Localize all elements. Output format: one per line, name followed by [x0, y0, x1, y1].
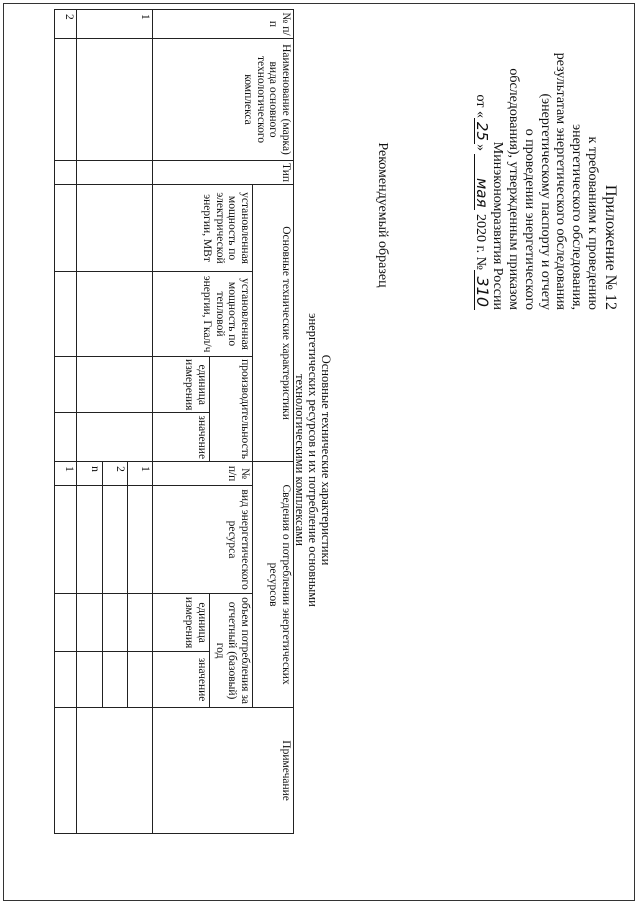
heading-line: Основные технические характеристики — [319, 354, 333, 566]
sample-label: Рекомендуемый образец — [375, 142, 390, 288]
cell-empty — [103, 652, 128, 708]
cell-empty — [77, 161, 153, 185]
heading-line: технологическими комплексами — [293, 374, 307, 546]
sub-row-num: 2 — [103, 462, 128, 486]
cell-empty — [77, 185, 153, 272]
cell-empty — [55, 413, 77, 462]
row-num: 2 — [55, 10, 77, 39]
appendix-line: о проведении энергетического — [521, 128, 537, 310]
cell-empty — [77, 272, 153, 357]
cell-empty — [103, 486, 128, 594]
table-heading — [293, 260, 332, 660]
header-num: № п/п — [153, 10, 294, 39]
header-cons-value: значение — [153, 652, 210, 708]
cell-empty — [128, 486, 153, 594]
appendix-line: (энергетическому паспорту и отчету — [537, 93, 553, 310]
order-separator: » — [473, 143, 489, 151]
header-tech-group: Основные технические характеристики — [253, 185, 294, 462]
heading-line: энергетических ресурсов и их потребление основными — [306, 313, 320, 607]
cell-empty — [55, 594, 77, 652]
order-prefix: от « — [473, 94, 489, 118]
header-note: Примечание — [153, 708, 294, 834]
appendix-line: результатам энергетического обследования — [553, 52, 569, 310]
header-heat-power: установленная мощность по тепловой энергии, Гкал/ч — [153, 272, 253, 357]
cell-empty — [77, 357, 153, 413]
cell-empty — [55, 185, 77, 272]
cell-empty — [128, 594, 153, 652]
cell-empty — [55, 486, 77, 594]
cell-empty — [55, 708, 77, 834]
cell-empty — [77, 708, 153, 834]
appendix-line: энергетического обследования, — [569, 124, 585, 310]
header-energy-num: № п/п — [153, 462, 253, 486]
appendix-line: к требованиям к проведению — [585, 136, 600, 310]
header-elec-power: установленная мощность по электрической энергии, МВт — [153, 185, 253, 272]
header-energy-kind: вид энергетического ресурса — [153, 486, 253, 594]
order-line — [473, 10, 493, 310]
appendix-line: Минэкономразвития России — [490, 141, 506, 310]
header-consumption: объем потребления за отчетный (базовый) год — [210, 594, 253, 708]
sub-row-num: 1 — [55, 462, 77, 486]
cell-empty — [77, 594, 103, 652]
cell-empty — [103, 594, 128, 652]
cell-empty — [77, 413, 153, 462]
appendix-title: Приложение № 12 — [602, 184, 619, 310]
order-year: 2020 г. № — [473, 213, 489, 270]
order-month-handwritten: мая — [474, 154, 489, 210]
header-type: Тип — [153, 161, 294, 185]
order-day-handwritten: 25 — [474, 118, 489, 144]
header-productivity: производительность — [210, 357, 253, 462]
order-number-handwritten: 310 — [474, 270, 489, 310]
cell-empty — [55, 161, 77, 185]
header-prod-value: значение — [153, 413, 210, 462]
sub-row-num: n — [77, 462, 103, 486]
cell-empty — [77, 486, 103, 594]
cell-empty — [55, 39, 77, 161]
table-row — [128, 10, 153, 834]
sub-row-num: 1 — [128, 462, 153, 486]
cell-empty — [77, 652, 103, 708]
row-num: 1 — [77, 10, 153, 39]
cell-empty — [55, 652, 77, 708]
cell-empty — [55, 272, 77, 357]
table-row — [55, 10, 77, 834]
cell-empty — [77, 39, 153, 161]
header-cons-unit: единица измерения — [153, 594, 210, 652]
appendix-line: обследования), утвержденным приказом — [506, 68, 522, 310]
characteristics-table — [54, 9, 294, 834]
header-energy-group: Сведения о потреблении энергетических ресурсов — [253, 462, 294, 708]
cell-empty — [55, 357, 77, 413]
appendix-block — [473, 10, 620, 310]
header-prod-unit: единица измерения — [153, 357, 210, 413]
cell-empty — [128, 652, 153, 708]
header-complex-name: Наименование (марка) вида основного технологического комплекса — [153, 39, 294, 161]
